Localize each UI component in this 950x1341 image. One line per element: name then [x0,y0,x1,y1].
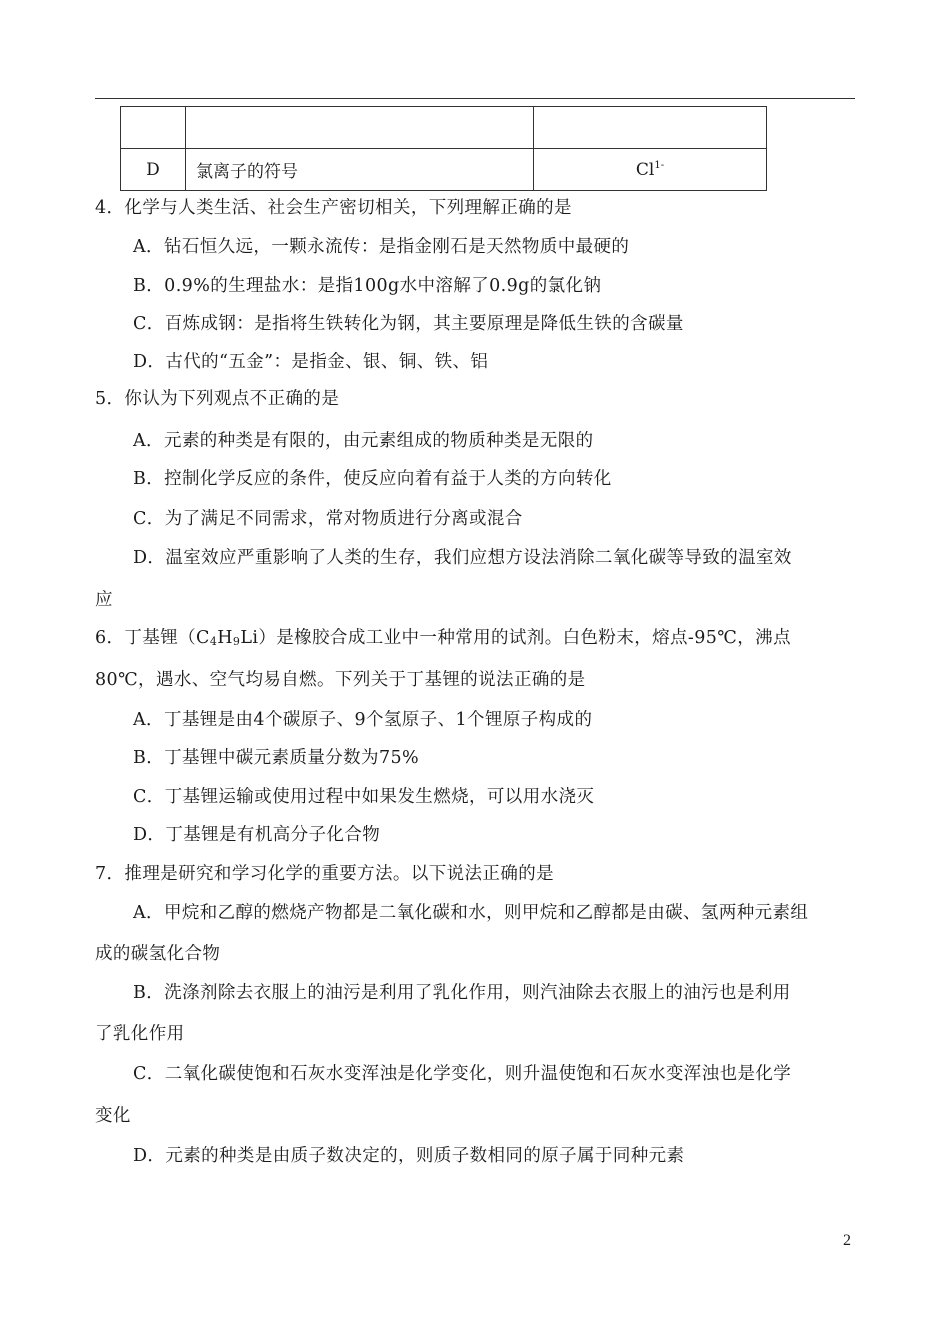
header-rule [95,98,855,99]
question-6-option-a: A．丁基锂是由4个碳原子、9个氢原子、1个锂原子构成的 [133,710,593,730]
question-6-option-c: C．丁基锂运输或使用过程中如果发生燃烧，可以用水浇灭 [133,787,595,807]
question-7-stem: 7．推理是研究和学习化学的重要方法。以下说法正确的是 [95,864,555,884]
question-7-option-b-cont: 了乳化作用 [95,1024,185,1044]
row-item: 氯离子的符号 [186,149,534,191]
question-5-stem: 5．你认为下列观点不正确的是 [95,389,340,409]
question-5-option-d: D．温室效应严重影响了人类的生存，我们应想方设法消除二氧化碳等导致的温室效 [133,548,792,568]
question-4-stem: 4．化学与人类生活、社会生产密切相关，下列理解正确的是 [95,198,572,218]
question-4-option-b: B．0.9%的生理盐水：是指100g水中溶解了0.9g的氯化钠 [133,276,602,296]
question-5-option-d-cont: 应 [95,590,113,610]
question-4-option-d: D．古代的“五金”：是指金、银、铜、铁、铝 [133,352,489,372]
row-symbol: $Cl^{1-}$ [534,149,767,191]
question-6-option-d: D．丁基锂是有机高分子化合物 [133,825,381,845]
question-6-stem-cont: 80℃，遇水、空气均易自燃。下列关于丁基锂的说法正确的是 [95,670,586,690]
question-7-option-c: C．二氧化碳使饱和石灰水变浑浊是化学变化，则升温使饱和石灰水变浑浊也是化学 [133,1064,792,1084]
question-4-option-c: C．百炼成钢：是指将生铁转化为钢，其主要原理是降低生铁的含碳量 [133,314,684,334]
row-label: D [121,149,186,191]
question-7-option-b: B．洗涤剂除去衣服上的油污是利用了乳化作用，则汽油除去衣服上的油污也是利用 [133,983,791,1003]
question-7-option-a-cont: 成的碳氢化合物 [95,944,221,964]
answer-table [120,106,767,191]
question-6-stem: 6．丁基锂$(C_4H_9Li)$是橡胶合成工业中一种常用的试剂。白色粉末，熔点-95℃，沸点 [95,628,791,648]
question-6-option-b: B．丁基锂中碳元素质量分数为75% [133,748,420,768]
question-5-option-b: B．控制化学反应的条件，使反应向着有益于人类的方向转化 [133,469,612,489]
question-5-option-a: A．元素的种类是有限的，由元素组成的物质种类是无限的 [133,431,594,451]
table-row [121,149,767,191]
page-number: 2 [843,1232,851,1249]
table-row [121,107,767,149]
question-7-option-d: D．元素的种类是由质子数决定的，则质子数相同的原子属于同种元素 [133,1146,685,1166]
question-4-option-a: A．钻石恒久远，一颗永流传：是指金刚石是天然物质中最硬的 [133,237,630,257]
question-5-option-c: C．为了满足不同需求，常对物质进行分离或混合 [133,509,523,529]
question-7-option-c-cont: 变化 [95,1106,131,1126]
question-7-option-a: A．甲烷和乙醇的燃烧产物都是二氧化碳和水，则甲烷和乙醇都是由碳、氢两种元素组 [133,903,809,923]
